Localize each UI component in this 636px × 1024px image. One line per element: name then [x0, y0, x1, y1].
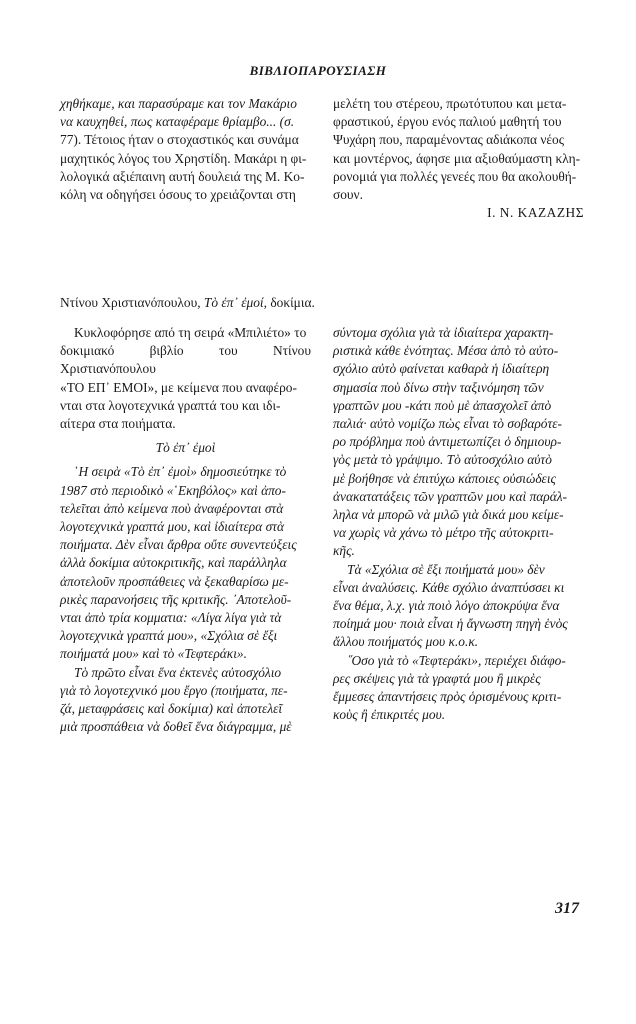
text-line: σουν.	[333, 187, 363, 203]
quote-line: σχόλιο αὐτὸ φαίνεται καθαρὰ ἡ ἰδιαίτερη	[333, 361, 550, 377]
quote-line: Τὸ πρῶτο εἶναι ἕνα ἐκτενὲς αὐτοσχόλιο	[74, 664, 282, 680]
quote-line: παλιά· αὐτὸ νομίζω πὼς εἶναι τὸ σοβαρότε-	[333, 416, 562, 432]
quote-line: γὸς μετὰ τὸ γράψιμο. Τὸ αὐτοσχόλιο αὐτὸ	[333, 452, 552, 468]
text-line: φραστικού, έργου ενός παλιού μαθητή του	[333, 114, 562, 130]
quote-line: σημασία ποὺ δίνω στὴν ταξινόμηση τῶν	[333, 379, 544, 395]
text-line: μελέτη του στέρεου, πρωτότυπου και μετα-	[333, 96, 567, 111]
quoted-paragraph-1	[60, 463, 311, 663]
quote-line: μιὰ προσπάθεια νὰ δοθεῖ ἕνα διάγραμμα, μὲ	[60, 719, 292, 735]
quote-line: γραπτῶν μου -κάτι ποὺ μὲ ἀπασχολεῖ ἀπὸ	[333, 397, 552, 413]
intro-line: αίτερα στα ποιήματα.	[60, 416, 176, 432]
quote-line: λογοτεχνικὰ γραπτά μου», «Σχόλια σὲ ἔξι	[60, 628, 278, 644]
quote-line: ρο πρόβλημα ποὺ ἀντιμετωπίζει ὁ δημιουρ-	[333, 434, 562, 450]
text-line: ρονομιά για πολλές γενεές που θα ακολουθή-	[333, 168, 577, 184]
review-body-left	[60, 324, 311, 736]
text-line: λολογικά αξιέπαινη αυτή δουλειά της Μ. Κο-	[60, 168, 305, 184]
quote-line: κῆς.	[333, 543, 355, 559]
text-line: και μοντέρνος, άφησε μια αξιοθαύμαστη κλη-	[333, 150, 581, 166]
quote-line: εἶναι ἀναλύσεις. Κάθε σχόλιο ἀναπτύσσει κι	[333, 579, 565, 595]
review-continuation-right	[333, 95, 584, 204]
quote-line: ριστικὰ κάθε ἑνότητας. Μέσα ἀπὸ τὸ αὐτο-	[333, 343, 559, 359]
quote-line: ἀποτελοῦν προσπάθειες νὰ ξεκαθαρίσω με-	[60, 573, 289, 589]
quote-line: τελεῖται ἀπὸ κείμενα ποὺ ἀναφέρονται στὰ	[60, 500, 284, 516]
running-head: ΒΙΒΛΙΟΠΑΡΟΥΣΙΑΣΗ	[249, 63, 387, 78]
book-genre: δοκίμια.	[270, 295, 315, 310]
quoted-paragraph-4	[333, 561, 584, 652]
quote-line: ρες σκέψεις γιὰ τὰ γραφτά μου ἢ μικρὲς	[333, 670, 541, 686]
quoted-paragraph-2	[60, 664, 311, 737]
intro-line: νται στα λογοτεχνικά γραπτά του και ιδι-	[60, 397, 281, 413]
text-line: Ψυχάρη που, παραμένοντας αδιάκοπα νέος	[333, 132, 565, 148]
book-title: Τὸ ἐπ᾽ ἐμοί,	[203, 295, 267, 310]
quote-line: ῞Οσο γιὰ τὸ «Τεφτεράκι», περιέχει διάφο-	[347, 652, 566, 668]
quote-line: ἕνα θέμα, λ.χ. γιὰ ποιὸ λόγο ἀποκρύψα ἕνα	[333, 598, 560, 614]
quote-line: Τὰ «Σχόλια σὲ ἔξι ποιήματά μου» δὲν	[347, 561, 545, 577]
review-body-right	[333, 324, 584, 724]
quoted-paragraph-5	[333, 652, 584, 725]
review-continuation-left	[60, 95, 311, 204]
book-author: Ντίνου Χριστιανόπουλου,	[60, 295, 201, 310]
quote-line: ρικὲς παρανοήσεις τῆς κριτικῆς. ᾽Αποτελοῦ-	[60, 591, 292, 607]
text-line: κόλη να οδηγήσει όσους το χρειάζονται στη	[60, 187, 296, 203]
section-subheading: Τὸ ἐπ᾽ ἐμοὶ	[155, 440, 216, 456]
reviewer-signature: Ι. Ν. ΚΑΖΑΖΗΣ	[487, 205, 584, 220]
quote-line: ἄλλου ποιήματός μου κ.ο.κ.	[333, 634, 479, 650]
quote-line: σύντομα σχόλια γιὰ τὰ ἰδιαίτερα χαρακτη-	[333, 325, 554, 340]
quoted-paragraph-3	[333, 324, 584, 561]
quote-line: ποίημά μου· ποιὰ εἶναι ἡ ἄγνωστη πηγὴ ἑνὸς	[333, 616, 568, 632]
text-line: χηθήκαμε, και παρασύραμε και τον Μακάριο	[60, 96, 297, 111]
quote-line: κοὺς ἢ ἐπικριτές μου.	[333, 707, 446, 723]
quote-line: γιὰ τὸ λογοτεχνικό μου ἔργο (ποιήματα, πε-	[60, 682, 288, 698]
page-number: 317	[555, 900, 579, 917]
intro-line: Κυκλοφόρησε από τη σειρά «Μπιλιέτο» το	[74, 325, 307, 340]
quote-line: 1987 στὸ περιοδικὸ «῾Εκηβόλος» καὶ ἀπο-	[60, 482, 286, 498]
quote-line: νται ἀπὸ τρία κομματια: «Λίγα λίγα γιὰ τὰ	[60, 610, 282, 626]
quote-line: ποιήματα. Δὲν εἶναι ἄρθρα οὔτε συνεντεύξεις	[60, 537, 297, 553]
quote-line: λογοτεχνικὰ γραπτά μου, καὶ ἰδιαίτερα στὰ	[60, 519, 284, 535]
quote-line: ληλα νὰ μπορῶ νὰ μιλῶ γιὰ δικά μου κείμε-	[333, 507, 564, 523]
text-line: 77). Τέτοιος ήταν ο στοχαστικός και συνάμα	[60, 132, 299, 148]
intro-line: «ΤΟ ΕΠ᾽ ΕΜΟΙ», με κείμενα που αναφέρο-	[60, 379, 297, 395]
quote-line: να χωρὶς νὰ χάνω τὸ μέτρο τῆς αὐτοκριτι-	[333, 525, 554, 541]
book-entry-heading	[60, 294, 580, 312]
text-line: μαχητικός λόγος του Χρηστίδη. Μακάρι η φι-	[60, 150, 307, 166]
intro-line: δοκιμιακό βιβλίο του Ντίνου Χριστιανόπουλου	[60, 343, 311, 377]
quote-line: ἔμμεσες ἀπαντήσεις πρὸς ὁρισμένους κριτι-	[333, 689, 562, 705]
quote-line: ποιήματά μου» καὶ τὸ «Τεφτεράκι».	[60, 646, 247, 662]
text-line: να καυχηθεί, πως καταφέραμε θρίαμβο... (σ.	[60, 114, 295, 130]
quote-line: ζά, μεταφράσεις καὶ δοκίμια) καὶ ἀποτελεῖ	[60, 701, 283, 717]
quote-line: ῾Η σειρὰ «Τὸ ἐπ᾽ ἐμοὶ» δημοσιεύτηκε τὸ	[74, 464, 287, 480]
quote-line: ἀνακατατάξεις τῶν γραπτῶν μου καὶ παράλ-	[333, 488, 568, 504]
quote-line: ἀλλὰ δοκίμια αὐτοκριτικῆς, καὶ παράλληλα	[60, 555, 287, 571]
quote-line: μὲ βοήθησε νὰ ἐπιτύχω κάποιες οὐσιώδεις	[333, 470, 556, 486]
